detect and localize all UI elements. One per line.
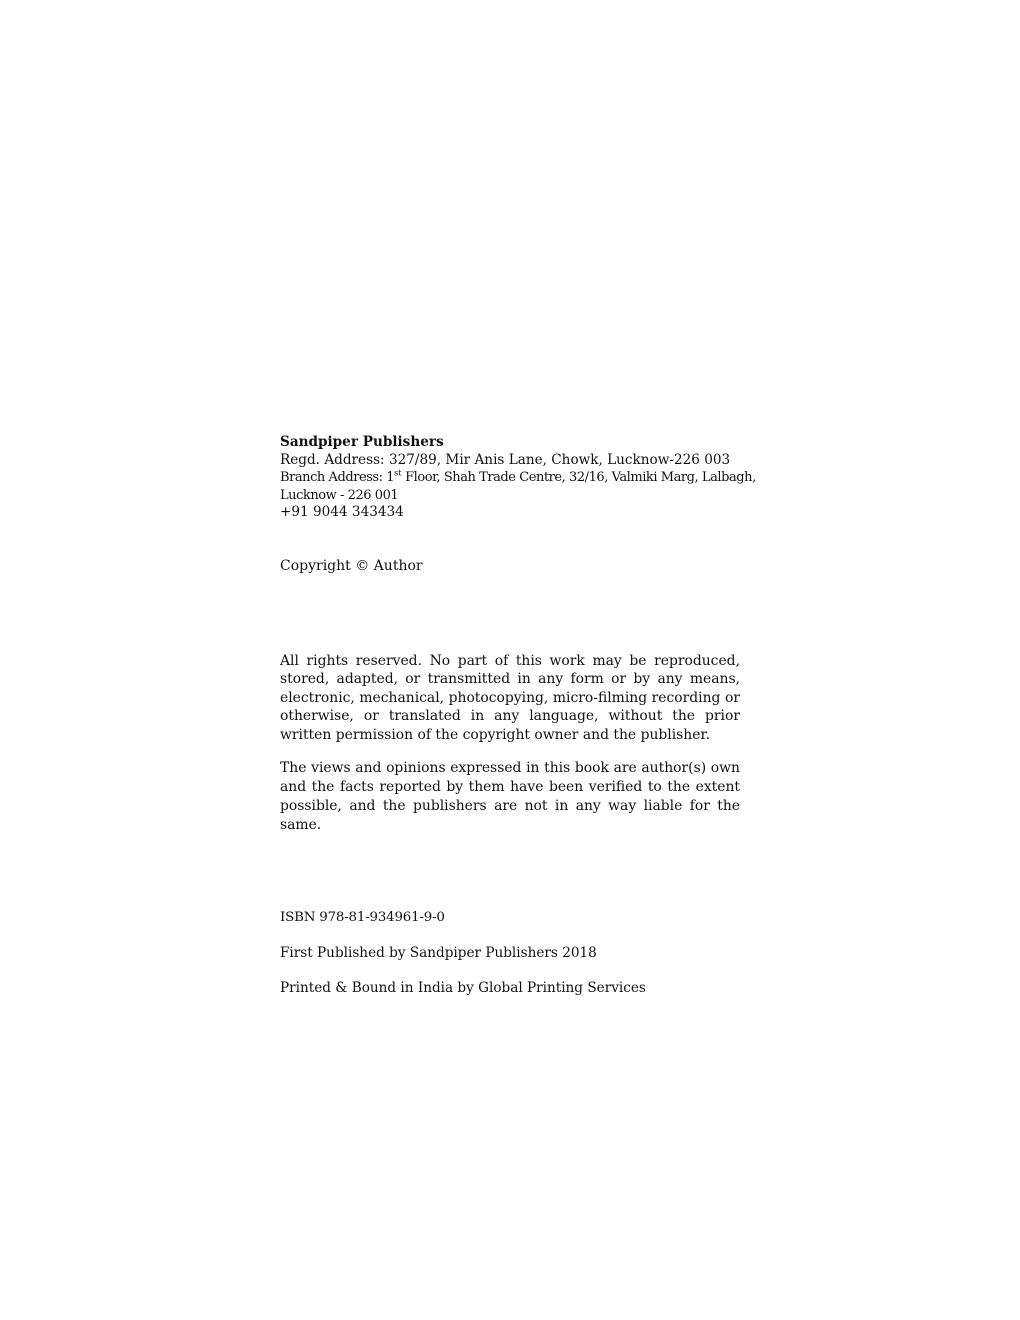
rights-notice: All rights reserved. No part of this work may be reproduced, stored, adapted, or transmitted in any form or by any means, electronic, mechanical, photocopying, micro-filming recording or otherwise, or translated in any language, without the prior written permission of the copyright owner and the publisher. xyxy=(280,652,740,743)
copyright-notice: Copyright © Author xyxy=(280,557,423,574)
views-disclaimer: The views and opinions expressed in this book are author(s) own and the facts reported by them have been verified to the extent possible, and the publishers are not in any way liable for the same. xyxy=(280,760,740,833)
isbn: ISBN 978-81-934961-9-0 xyxy=(280,910,445,925)
copyright-page xyxy=(280,434,756,997)
publisher-block xyxy=(280,434,756,522)
first-published: First Published by Sandpiper Publishers 2018 xyxy=(280,945,597,961)
printed-by: Printed & Bound in India by Global Printing Services xyxy=(280,980,646,996)
branch-address-prefix: Branch Address: 1 xyxy=(280,470,395,486)
branch-address xyxy=(280,468,756,487)
branch-address-superscript: st xyxy=(394,468,402,478)
publisher-name: Sandpiper Publishers xyxy=(280,434,444,450)
publisher-phone: +91 9044 343434 xyxy=(280,504,404,521)
branch-address-line2: Lucknow - 226 001 xyxy=(280,487,399,503)
branch-address-suffix: Floor, Shah Trade Centre, 32/16, Valmiki Marg, Lalbagh, xyxy=(401,470,756,486)
registered-address: Regd. Address: 327/89, Mir Anis Lane, Chowk, Lucknow-226 003 xyxy=(280,451,731,468)
